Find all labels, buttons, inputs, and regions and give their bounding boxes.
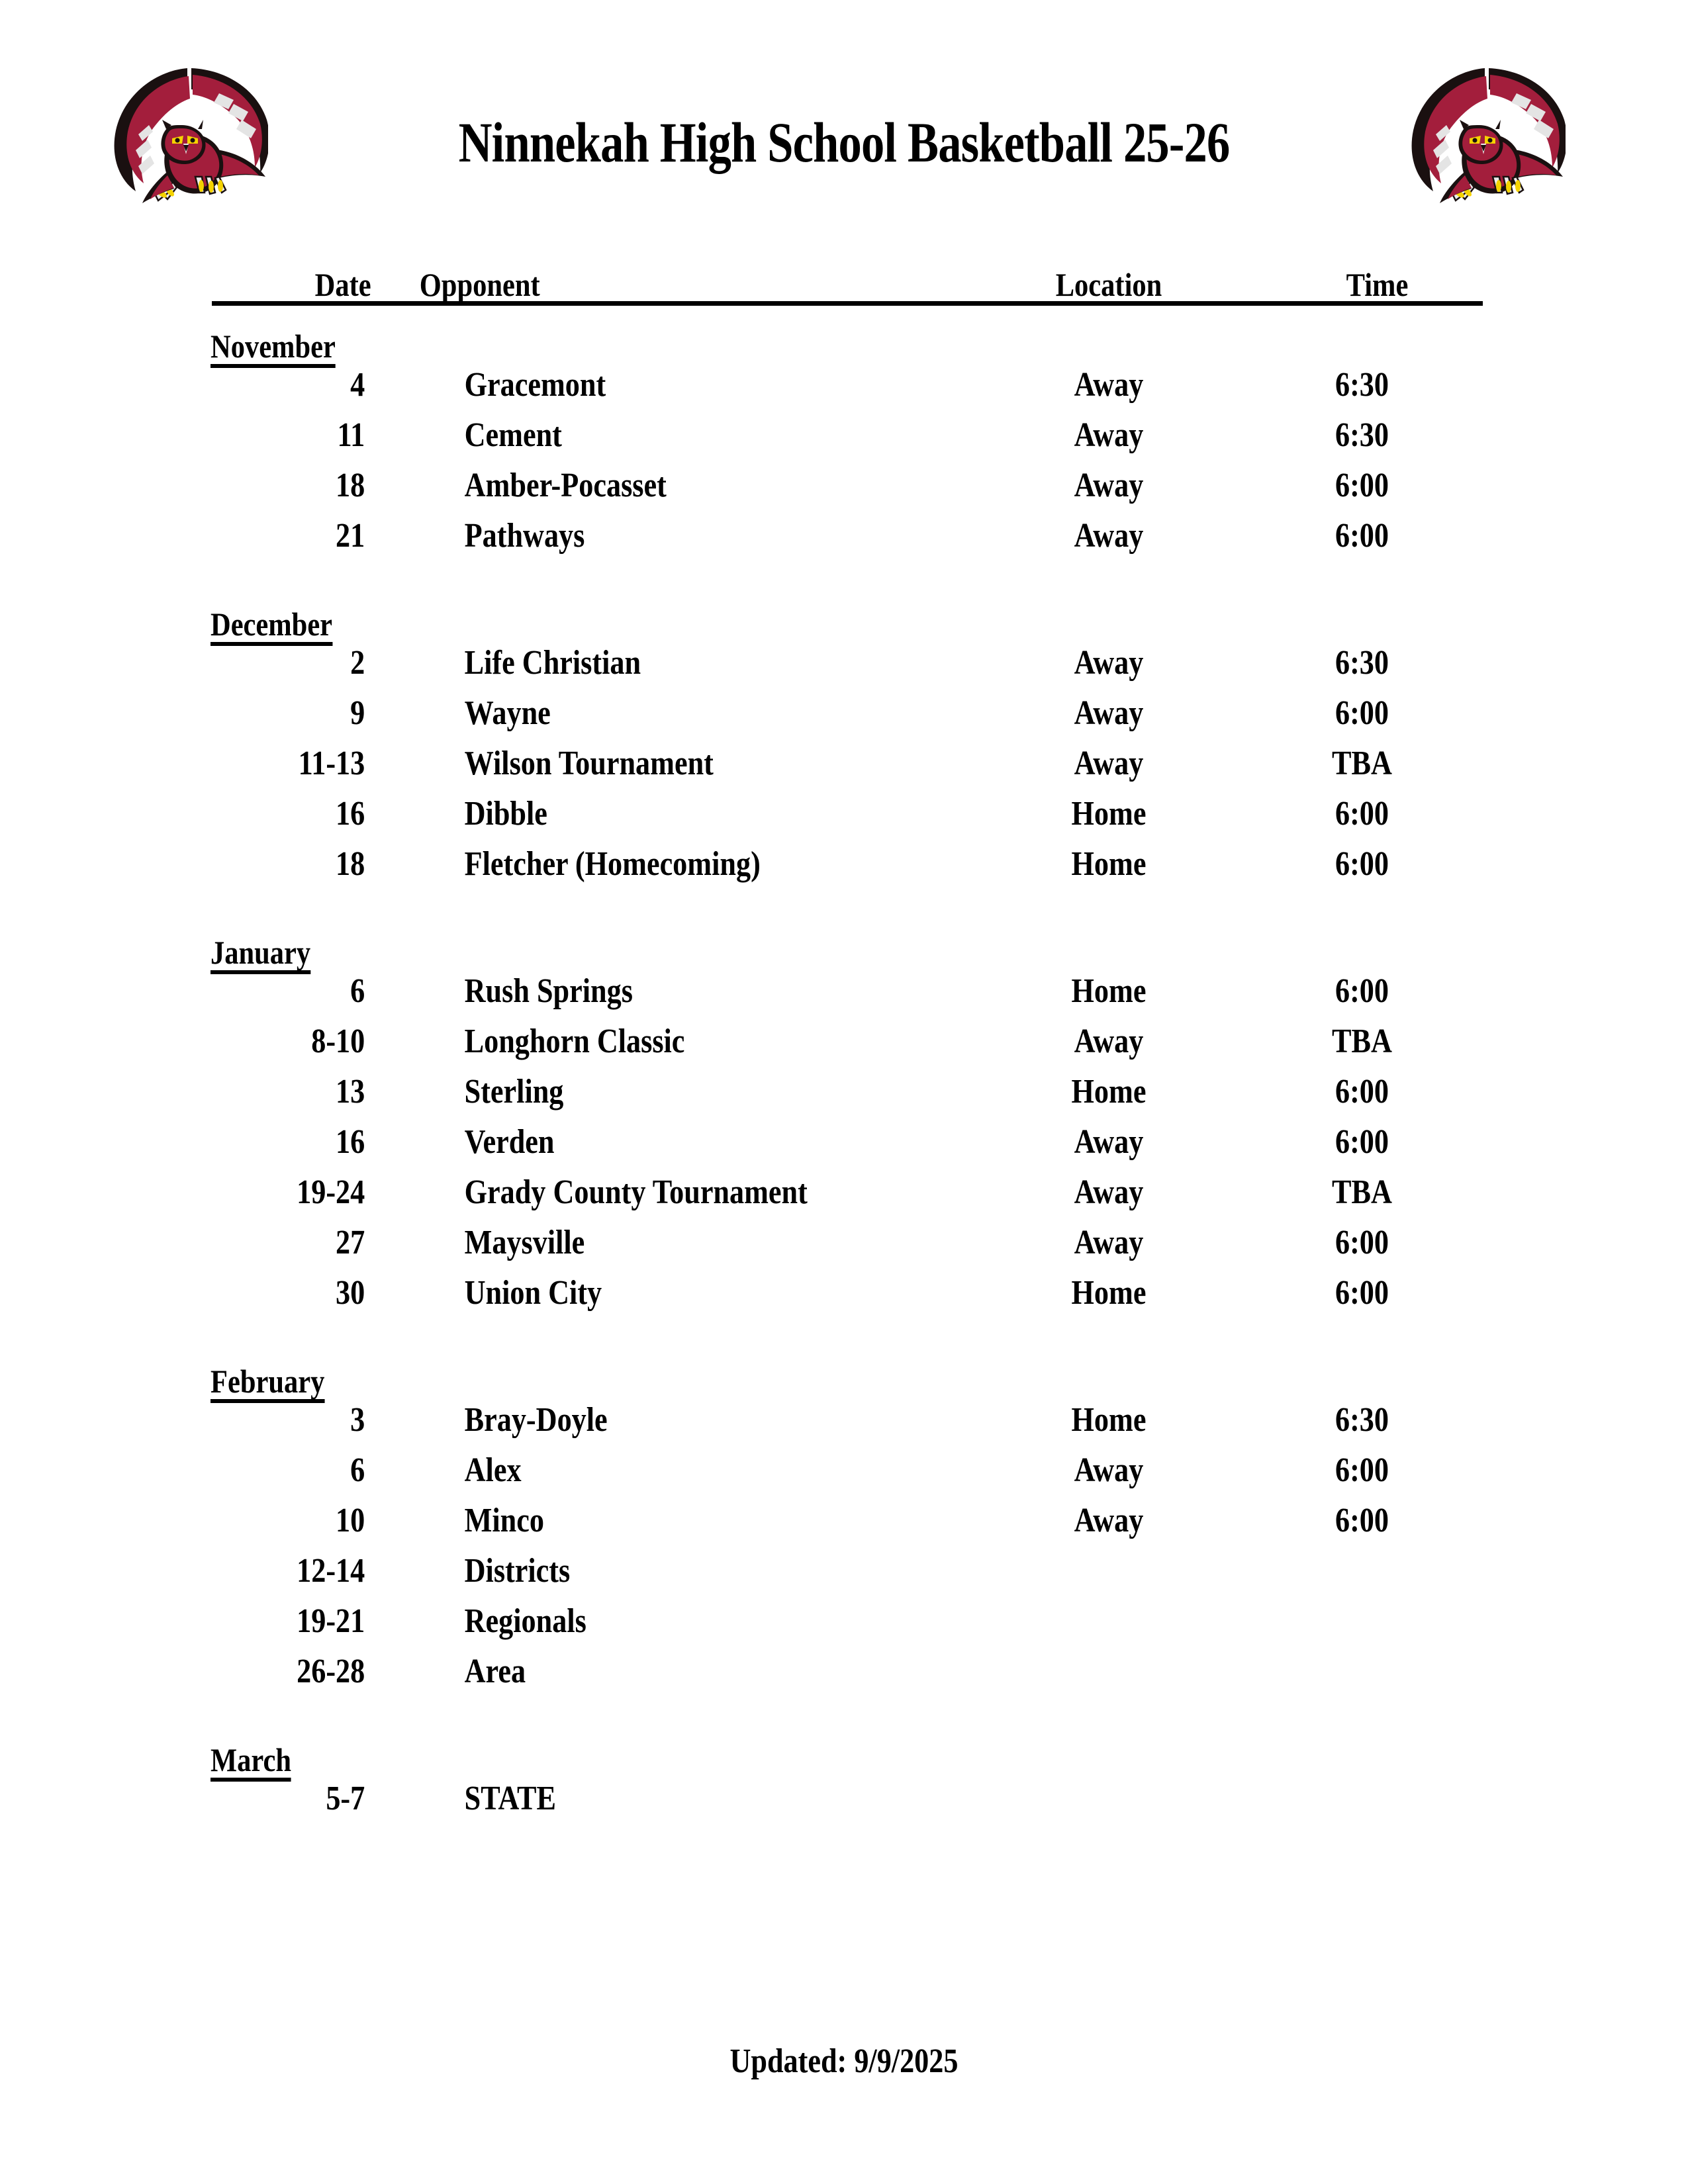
game-location: Away	[1074, 416, 1144, 454]
table-row	[212, 1403, 1483, 1453]
table-header-row	[212, 261, 1483, 306]
table-row	[212, 1276, 1483, 1326]
game-location: Home	[1071, 1401, 1147, 1439]
month-section-december	[212, 606, 1483, 897]
game-date: 8-10	[311, 1023, 365, 1060]
month-section-march	[212, 1742, 1483, 1832]
table-row	[212, 1226, 1483, 1276]
game-time: 6:00	[1335, 1502, 1389, 1539]
month-label: March	[211, 1742, 291, 1782]
table-row	[212, 974, 1483, 1024]
game-time: 6:00	[1335, 972, 1389, 1010]
game-time: 6:30	[1335, 644, 1389, 682]
game-date: 4	[350, 366, 365, 404]
game-opponent: Dibble	[464, 795, 547, 833]
game-location: Away	[1074, 517, 1144, 555]
column-header-time: Time	[1346, 266, 1409, 303]
schedule-table	[212, 261, 1483, 1832]
table-row	[212, 1554, 1483, 1604]
game-time: TBA	[1332, 1023, 1392, 1060]
game-date: 6	[350, 972, 365, 1010]
table-row	[212, 469, 1483, 519]
game-date: 10	[336, 1502, 365, 1539]
game-opponent: Maysville	[464, 1224, 585, 1261]
updated-note	[0, 2042, 1688, 2081]
game-location: Away	[1074, 467, 1144, 504]
game-date: 18	[336, 845, 365, 883]
table-row	[212, 1504, 1483, 1554]
updated-note-text: Updated: 9/9/2025	[729, 2042, 959, 2080]
game-location: Away	[1074, 694, 1144, 732]
table-row	[212, 1175, 1483, 1226]
game-date: 11	[337, 416, 365, 454]
game-location: Home	[1071, 972, 1147, 1010]
game-location: Home	[1071, 1073, 1147, 1111]
month-section-february	[212, 1363, 1483, 1705]
game-time: 6:00	[1335, 517, 1389, 555]
table-row	[212, 418, 1483, 469]
game-location: Away	[1074, 1451, 1144, 1489]
month-label: January	[211, 934, 310, 974]
game-date: 30	[336, 1274, 365, 1312]
game-date: 6	[350, 1451, 365, 1489]
game-time: 6:00	[1335, 1274, 1389, 1312]
game-opponent: Regionals	[464, 1602, 586, 1640]
table-row	[212, 1075, 1483, 1125]
table-row	[212, 1782, 1483, 1832]
game-opponent: Alex	[464, 1451, 522, 1489]
game-time: 6:00	[1335, 1224, 1389, 1261]
game-opponent: Bray-Doyle	[464, 1401, 608, 1439]
game-location: Away	[1074, 1023, 1144, 1060]
game-time: 6:00	[1335, 845, 1389, 883]
table-row	[212, 1125, 1483, 1175]
game-date: 18	[336, 467, 365, 504]
owl-mascot-logo-right	[1407, 56, 1566, 208]
page-title: Ninnekah High School Basketball 25-26	[458, 111, 1230, 174]
game-location: Home	[1071, 795, 1147, 833]
game-location: Away	[1074, 1173, 1144, 1211]
game-date: 26-28	[297, 1653, 365, 1690]
game-opponent: Fletcher (Homecoming)	[464, 845, 761, 883]
game-opponent: Amber-Pocasset	[464, 467, 667, 504]
game-time: 6:30	[1335, 416, 1389, 454]
game-time: TBA	[1332, 745, 1392, 782]
game-date: 12-14	[297, 1552, 365, 1590]
game-date: 19-21	[297, 1602, 365, 1640]
game-opponent: Gracemont	[464, 366, 606, 404]
game-time: 6:00	[1335, 1073, 1389, 1111]
table-row	[212, 1453, 1483, 1504]
table-row	[212, 646, 1483, 696]
month-section-january	[212, 934, 1483, 1326]
game-date: 5-7	[326, 1780, 365, 1817]
game-opponent: Grady County Tournament	[464, 1173, 808, 1211]
game-date: 16	[336, 1123, 365, 1161]
game-opponent: Minco	[464, 1502, 544, 1539]
column-header-date: Date	[314, 266, 371, 303]
game-date: 16	[336, 795, 365, 833]
game-time: 6:00	[1335, 694, 1389, 732]
table-row	[212, 747, 1483, 797]
table-row	[212, 1604, 1483, 1655]
game-time: TBA	[1332, 1173, 1392, 1211]
game-opponent: Rush Springs	[464, 972, 633, 1010]
month-label: February	[211, 1363, 324, 1403]
month-label: December	[211, 606, 332, 646]
game-opponent: Cement	[464, 416, 562, 454]
game-time: 6:00	[1335, 1123, 1389, 1161]
game-location: Away	[1074, 745, 1144, 782]
game-opponent: Sterling	[464, 1073, 564, 1111]
game-opponent: Area	[464, 1653, 526, 1690]
table-row	[212, 1655, 1483, 1705]
game-opponent: Life Christian	[464, 644, 641, 682]
table-row	[212, 519, 1483, 569]
column-header-opponent: Opponent	[419, 266, 540, 303]
game-opponent: Verden	[464, 1123, 555, 1161]
game-date: 11-13	[298, 745, 365, 782]
game-date: 3	[350, 1401, 365, 1439]
game-opponent: Wilson Tournament	[464, 745, 714, 782]
game-time: 6:00	[1335, 795, 1389, 833]
game-date: 9	[350, 694, 365, 732]
page-header	[0, 26, 1688, 212]
game-location: Away	[1074, 1502, 1144, 1539]
column-header-location: Location	[1055, 266, 1162, 303]
game-location: Home	[1071, 1274, 1147, 1312]
game-time: 6:30	[1335, 366, 1389, 404]
table-row	[212, 368, 1483, 418]
game-opponent: Union City	[464, 1274, 602, 1312]
game-opponent: Pathways	[464, 517, 585, 555]
game-date: 21	[336, 517, 365, 555]
game-location: Away	[1074, 1123, 1144, 1161]
game-location: Away	[1074, 644, 1144, 682]
game-time: 6:00	[1335, 1451, 1389, 1489]
table-row	[212, 797, 1483, 847]
game-location: Home	[1071, 845, 1147, 883]
game-date: 2	[350, 644, 365, 682]
table-row	[212, 1024, 1483, 1075]
game-date: 27	[336, 1224, 365, 1261]
game-opponent: Wayne	[464, 694, 551, 732]
game-date: 13	[336, 1073, 365, 1111]
game-opponent: Districts	[464, 1552, 571, 1590]
month-label: November	[211, 328, 336, 368]
game-time: 6:00	[1335, 467, 1389, 504]
game-location: Away	[1074, 366, 1144, 404]
table-row	[212, 847, 1483, 897]
game-opponent: STATE	[464, 1780, 557, 1817]
month-section-november	[212, 328, 1483, 569]
table-row	[212, 696, 1483, 747]
game-opponent: Longhorn Classic	[464, 1023, 685, 1060]
game-location: Away	[1074, 1224, 1144, 1261]
game-date: 19-24	[297, 1173, 365, 1211]
game-time: 6:30	[1335, 1401, 1389, 1439]
